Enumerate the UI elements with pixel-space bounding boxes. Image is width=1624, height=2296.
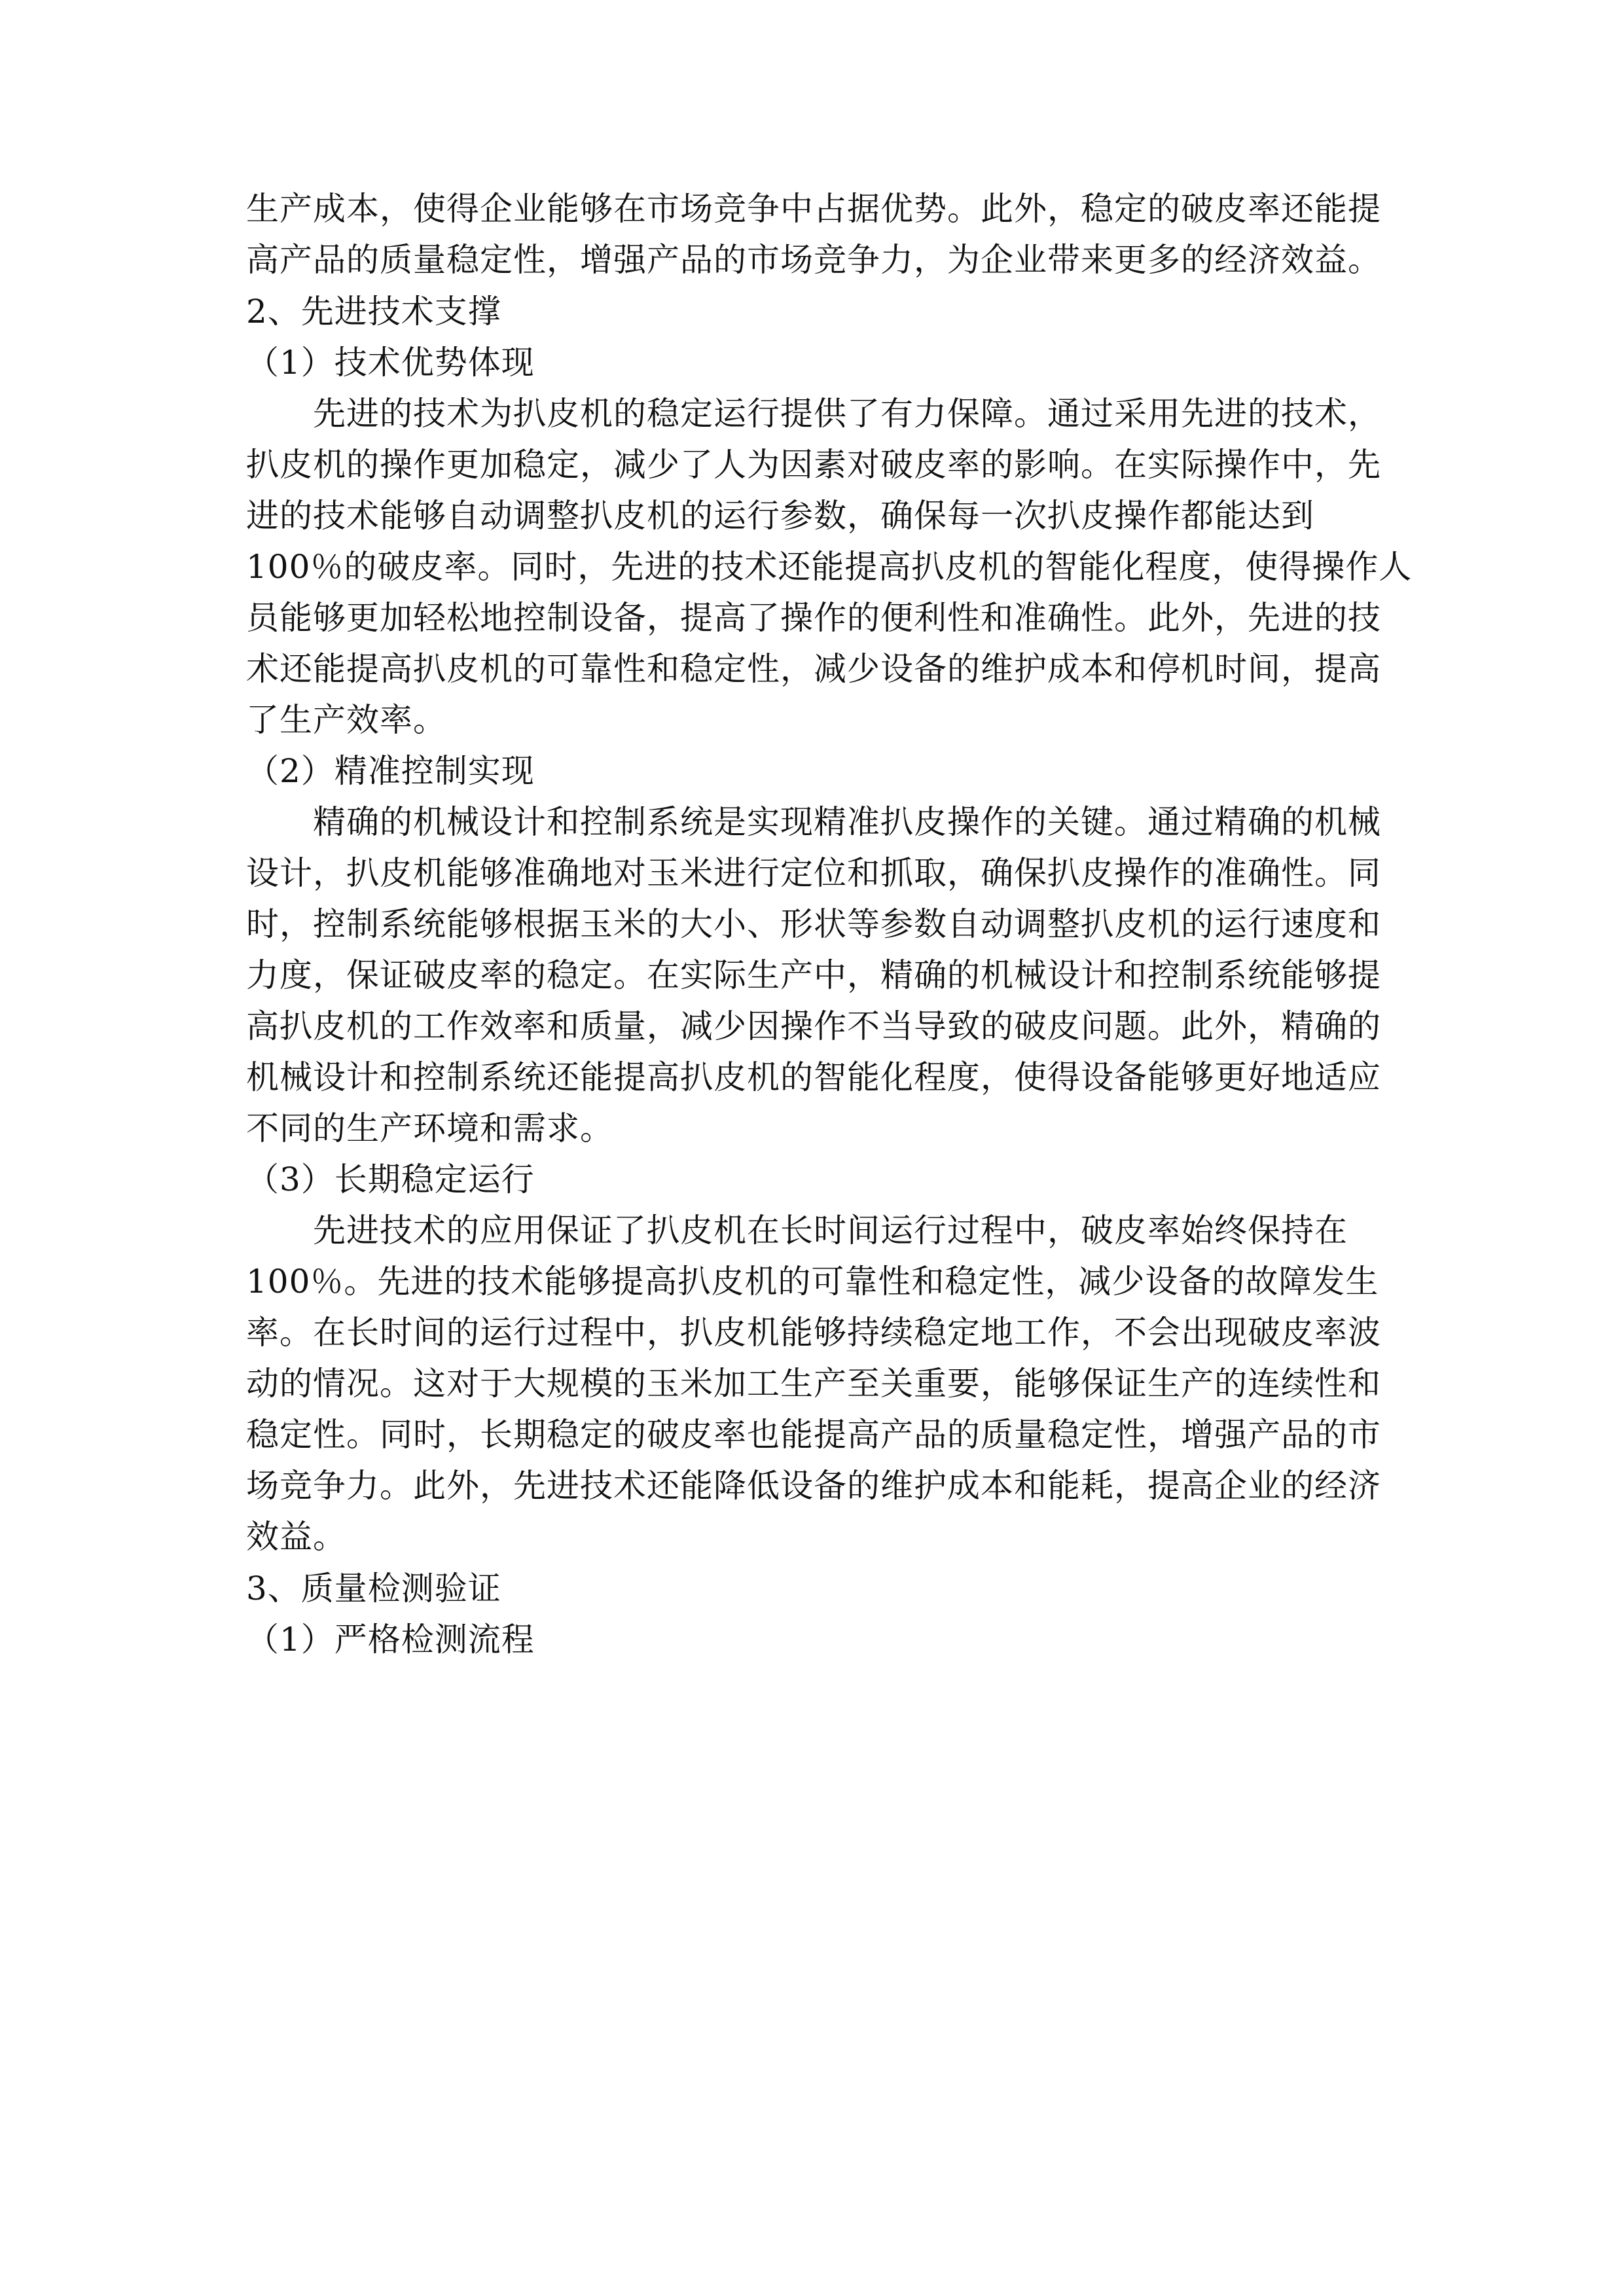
paragraph-line: 场竞争力。此外，先进技术还能降低设备的维护成本和能耗，提高企业的经济 xyxy=(246,1467,1381,1505)
paragraph-line: 效益。 xyxy=(246,1518,346,1556)
paragraph-line: 扒皮机的操作更加稳定，减少了人为因素对破皮率的影响。在实际操作中，先 xyxy=(246,446,1381,484)
paragraph-line: 动的情况。这对于大规模的玉米加工生产至关重要，能够保证生产的连续性和 xyxy=(246,1365,1381,1403)
paragraph-line: 率。在长时间的运行过程中，扒皮机能够持续稳定地工作，不会出现破皮率波 xyxy=(246,1314,1381,1352)
paragraph-line: 100％。先进的技术能够提高扒皮机的可靠性和稳定性，减少设备的故障发生 xyxy=(246,1263,1379,1300)
paragraph-line: 了生产效率。 xyxy=(246,701,446,739)
document-body xyxy=(246,183,1413,1665)
paragraph-line: 不同的生产环境和需求。 xyxy=(246,1109,613,1147)
paragraph-line: 机械设计和控制系统还能提高扒皮机的智能化程度，使得设备能够更好地适应 xyxy=(246,1058,1381,1096)
paragraph-line: 精确的机械设计和控制系统是实现精准扒皮操作的关键。通过精确的机械 xyxy=(246,803,1381,841)
paragraph-line: 100％的破皮率。同时，先进的技术还能提高扒皮机的智能化程度，使得操作人 xyxy=(246,548,1413,586)
paragraph-line: 设计，扒皮机能够准确地对玉米进行定位和抓取，确保扒皮操作的准确性。同 xyxy=(246,854,1381,892)
paragraph-line: 力度，保证破皮率的稳定。在实际生产中，精确的机械设计和控制系统能够提 xyxy=(246,956,1381,994)
section-heading: 2、先进技术支撑 xyxy=(246,293,501,331)
paragraph-line: 先进的技术为扒皮机的稳定运行提供了有力保障。通过采用先进的技术， xyxy=(246,395,1381,433)
section-heading: 3、质量检测验证 xyxy=(246,1570,501,1607)
paragraph-line: 时，控制系统能够根据玉米的大小、形状等参数自动调整扒皮机的运行速度和 xyxy=(246,905,1381,943)
paragraph-line: 进的技术能够自动调整扒皮机的运行参数，确保每一次扒皮操作都能达到 xyxy=(246,497,1314,535)
paragraph-line: 生产成本，使得企业能够在市场竞争中占据优势。此外，稳定的破皮率还能提 xyxy=(246,190,1381,228)
paragraph-line: 术还能提高扒皮机的可靠性和稳定性，减少设备的维护成本和停机时间，提高 xyxy=(246,650,1381,688)
subsection-heading: （1）技术优势体现 xyxy=(246,344,535,382)
subsection-heading: （1）严格检测流程 xyxy=(246,1621,535,1659)
subsection-heading: （3）长期稳定运行 xyxy=(246,1160,535,1198)
paragraph-line: 稳定性。同时，长期稳定的破皮率也能提高产品的质量稳定性，增强产品的市 xyxy=(246,1416,1381,1454)
paragraph-line: 先进技术的应用保证了扒皮机在长时间运行过程中，破皮率始终保持在 xyxy=(246,1211,1348,1249)
paragraph-line: 高扒皮机的工作效率和质量，减少因操作不当导致的破皮问题。此外，精确的 xyxy=(246,1007,1381,1045)
paragraph-line: 高产品的质量稳定性，增强产品的市场竞争力，为企业带来更多的经济效益。 xyxy=(246,241,1381,279)
subsection-heading: （2）精准控制实现 xyxy=(246,752,535,790)
paragraph-line: 员能够更加轻松地控制设备，提高了操作的便利性和准确性。此外，先进的技 xyxy=(246,599,1381,637)
